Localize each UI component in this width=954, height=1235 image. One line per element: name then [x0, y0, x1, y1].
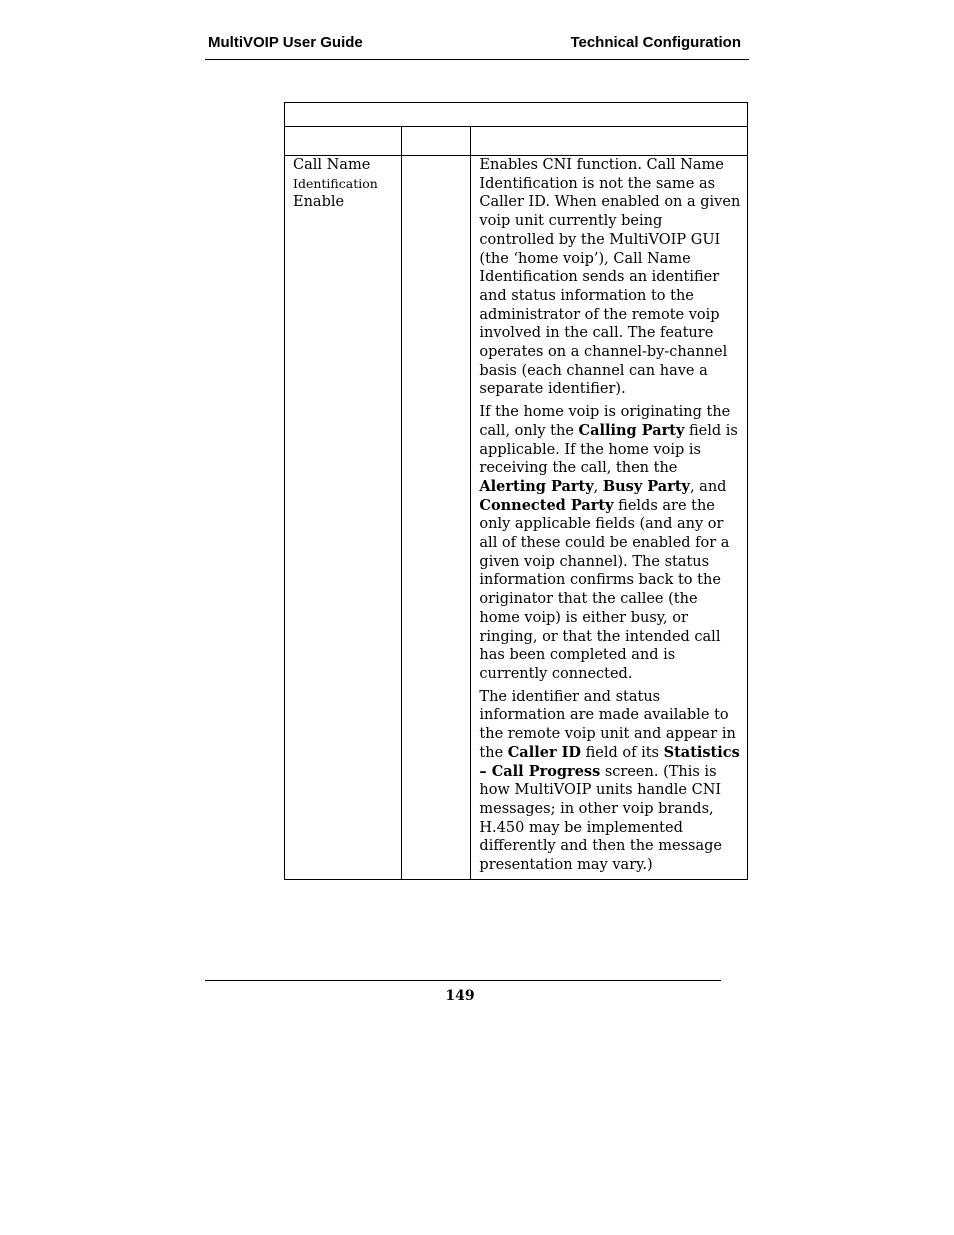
- header-cell-description: [471, 127, 748, 156]
- table-title-row: [285, 103, 748, 127]
- footer-divider: [205, 980, 721, 981]
- header-cell-field: [285, 127, 402, 156]
- description-paragraph-3: The identifier and status information are made available to the remote voip unit and appear in the Caller ID field of its Statistics – Call Progress screen. (This is how MultiVOIP units handle CNI messages; in other voip brands, H.450 may be implemented differently and then the message presentation may vary.): [479, 688, 740, 874]
- page-number: 149: [445, 988, 475, 1004]
- table-header-row: [285, 127, 748, 156]
- field-name-line3: Enable: [293, 194, 345, 211]
- description-cell: [471, 156, 748, 880]
- field-definition-table: [284, 102, 748, 880]
- header-section-title: Technical Configuration: [570, 34, 741, 51]
- header-guide-title: MultiVOIP User Guide: [208, 34, 363, 51]
- field-name-line2: Identification: [293, 175, 378, 191]
- header-cell-values: [401, 127, 471, 156]
- page-header: [205, 33, 749, 60]
- description-paragraph-1: Enables CNI function. Call Name Identification is not the same as Caller ID. When enabled on a given voip unit currently being controlled by the MultiVOIP GUI (the ‘home voip’), Call Name Identification sends an identifier and status information to the administrator of the remote voip involved in the call. The feature operates on a channel-by-channel basis (each channel can have a separate identifier).: [479, 157, 741, 398]
- table-title-cell: [285, 103, 748, 127]
- field-name-line1: Call Name: [293, 157, 371, 173]
- description-paragraph-2: If the home voip is originating the call, only the Calling Party field is applicable. If the home voip is receiving the call, then the Alerting Party, Busy Party, and Connected Party fields are the only applicable fields (and any or all of these could be enabled for a given voip channel). The status information confirms back to the originator that the callee (the home voip) is either busy, or ringing, or that the intended call has been completed and is currently connected.: [479, 404, 738, 682]
- table-row: [285, 156, 748, 880]
- values-cell: [401, 156, 471, 880]
- field-name-cell: [285, 156, 402, 880]
